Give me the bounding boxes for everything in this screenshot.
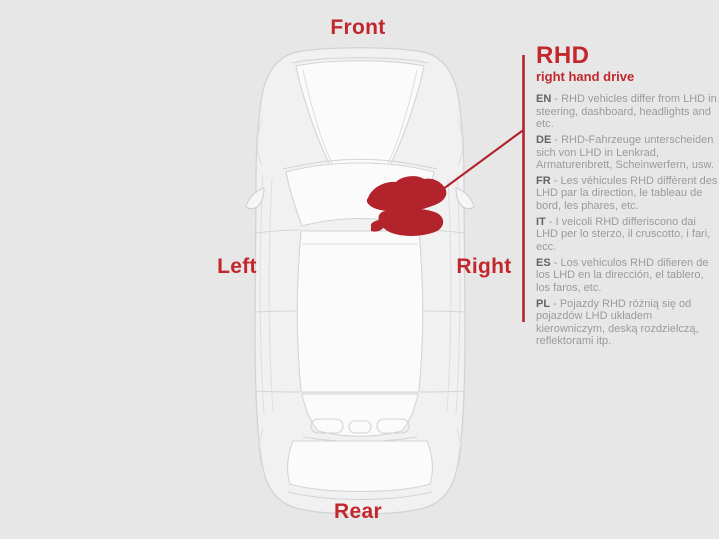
label-right: Right xyxy=(456,255,512,278)
lang-entry-pl xyxy=(536,298,719,347)
separator: - xyxy=(550,257,561,270)
lang-code-it: IT xyxy=(536,216,546,229)
separator: - xyxy=(551,134,562,147)
lang-text-es: Los vehiculos RHD difieren de los LHD en la dirección, el tablero, los faros, etc. xyxy=(536,257,709,294)
lang-code-es: ES xyxy=(536,257,551,270)
car-roof xyxy=(297,231,423,392)
lang-entry-de xyxy=(536,134,719,171)
separator: - xyxy=(550,297,560,310)
label-rear: Rear xyxy=(334,500,382,523)
lang-text-fr: Les véhicules RHD diffèrent des LHD par la direction, le tableau de bord, les phares, etc. xyxy=(536,175,718,212)
lang-code-en: EN xyxy=(536,93,552,106)
lang-entry-en xyxy=(536,93,719,130)
separator: - xyxy=(545,216,556,229)
lang-code-pl: PL xyxy=(536,297,551,310)
panel-subtitle: right hand drive xyxy=(536,69,635,84)
lang-entry-fr xyxy=(536,175,719,212)
separator: - xyxy=(551,93,562,106)
trunk-lid xyxy=(288,441,433,492)
lang-text-de: RHD-Fahrzeuge unterscheiden sich von LHD in Lenkrad, Armaturenbrett, Scheinwerfern, usw. xyxy=(536,134,714,171)
lang-code-fr: FR xyxy=(536,175,551,188)
lang-text-en: RHD vehicles differ from LHD in steering, dashboard, headlights and etc. xyxy=(536,93,717,130)
lang-entry-it xyxy=(536,216,719,253)
label-left: Left xyxy=(217,255,257,278)
rhd-info-panel xyxy=(536,44,719,351)
lang-text-it: I veicoli RHD differiscono dai LHD per lo sterzo, il cruscotto, i fari, ecc. xyxy=(536,216,711,253)
lang-code-de: DE xyxy=(536,134,552,147)
lang-entry-es xyxy=(536,257,719,294)
label-front: Front xyxy=(330,16,386,39)
lang-text-pl: Pojazdy RHD różnią się od pojazdów LHD układem kierowniczym, deską rozdzielczą, reflektorami itp. xyxy=(536,297,699,347)
separator: - xyxy=(550,175,561,188)
panel-title: RHD xyxy=(536,42,590,69)
rear-window xyxy=(302,394,418,436)
